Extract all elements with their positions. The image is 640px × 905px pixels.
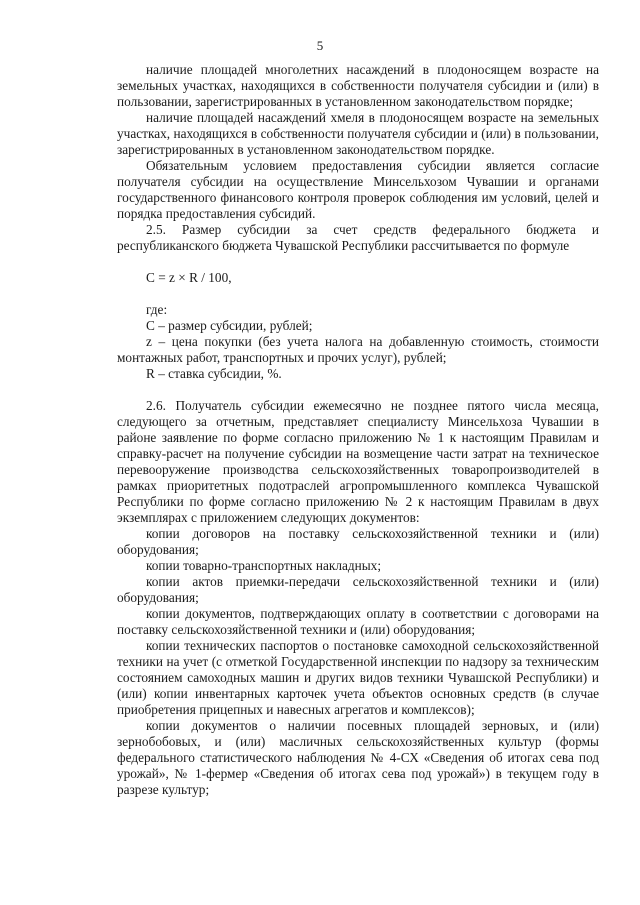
definition-z: z – цена покупки (без учета налога на добавленную стоимость, стоимости монтажных работ, транспортных и прочих услуг), рублей; [117,334,599,365]
list-item-technical-passports: копии технических паспортов о постановке самоходной сельскохозяйственной техники на учет (с отметкой Государственной инспекции по надзору за техническим состоянием самоходных машин и других видов техники Чувашской Республики) и (или) копии инвентарных карточек учета объектов основных средств (в случае приобретения прицепных и навесных агрегатов и комплексов); [117,638,599,717]
list-item-payment-documents: копии документов, подтверждающих оплату в соответствии с договорами на поставку сельскохозяйственной техники и (или) оборудования; [117,606,599,637]
subsidy-formula: С = z × R / 100, [146,270,232,285]
list-item-waybills: копии товарно-транспортных накладных; [146,558,382,573]
list-item-sowing-area-documents: копии документов о наличии посевных площадей зерновых, и (или) зернобобовых, и (или) масличных сельскохозяйственных культур (формы федерального статистического наблюдения № 4-СХ «Сведения об итогах сева под урожай», № 1-фермер «Сведения об итогах сева под урожай») в текущем году в разрезе культур; [117,718,599,797]
spacer [117,382,599,398]
definition-c: С – размер субсидии, рублей; [146,318,313,333]
spacer [117,286,599,302]
page-number: 5 [316,38,324,53]
where-label: где: [146,302,168,317]
list-item-acceptance-acts: копии актов приемки-передачи сельскохозяйственной техники и (или) оборудования; [117,574,599,605]
list-item-supply-contracts: копии договоров на поставку сельскохозяйственной техники и (или) оборудования; [117,526,599,557]
spacer [117,254,599,270]
document-body [117,62,599,798]
paragraph-perennial-plantings: наличие площадей многолетних насаждений в плодоносящем возрасте на земельных участках, находящихся в собственности получателя субсидии и (или) в пользовании, зарегистрированных в установленном законодательством порядке; [117,62,599,109]
paragraph-section-2-6: 2.6. Получатель субсидии ежемесячно не позднее пятого числа месяца, следующего за отчетным, представляет специалисту Минсельхоза Чувашии в районе заявление по форме согласно приложению № 1 к настоящим Правилам и справку-расчет на получение субсидии на возмещение части затрат на техническое перевооружение производства сельскохозяйственных товаропроизводителей в рамках приоритетных подотраслей агропромышленного комплекса Чувашской Республики по форме согласно приложению № 2 к настоящим Правилам в двух экземплярах с приложением следующих документов: [117,398,599,525]
definition-r: R – ставка субсидии, %. [146,366,282,381]
paragraph-mandatory-condition: Обязательным условием предоставления субсидии является согласие получателя субсидии на осуществление Минсельхозом Чувашии и органами государственного финансового контроля проверок соблюдения им условий, целей и порядка предоставления субсидий. [117,158,599,221]
paragraph-hop-plantings: наличие площадей насаждений хмеля в плодоносящем возрасте на земельных участках, находящихся в собственности получателя субсидии и (или) в пользовании, зарегистрированных в установленном законодательством порядке. [117,110,599,157]
paragraph-section-2-5: 2.5. Размер субсидии за счет средств федерального бюджета и республиканского бюджета Чувашской Республики рассчитывается по формуле [117,222,599,253]
